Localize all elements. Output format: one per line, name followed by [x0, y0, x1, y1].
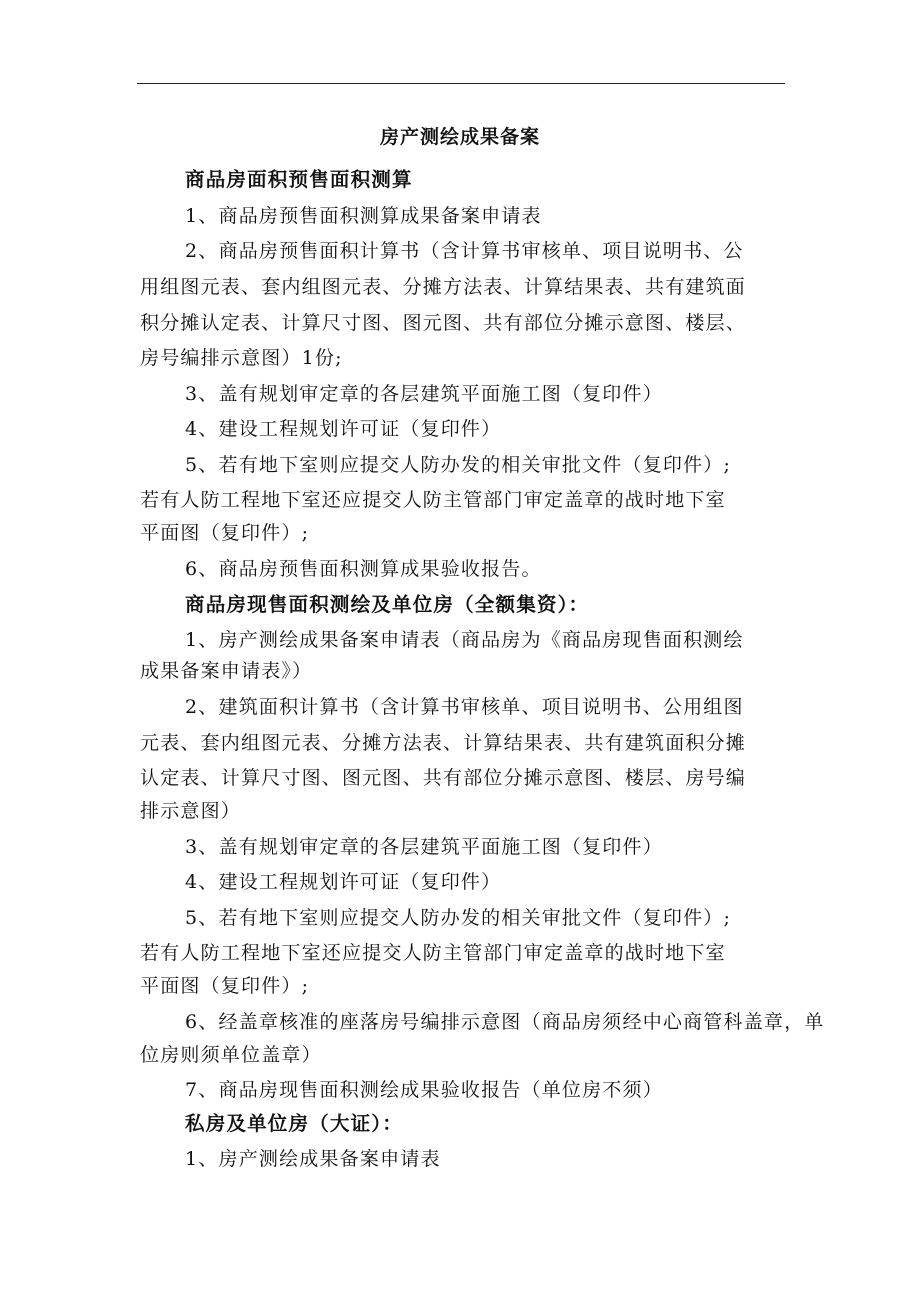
current-item-7: 7、商品房现售面积测绘成果验收报告（单位房不须） — [185, 1079, 663, 1101]
current-item-1-cont: 成果备案申请表》） — [140, 660, 313, 682]
presale-item-2-cont: 房号编排示意图）1份; — [140, 347, 343, 369]
presale-item-5: 5、若有地下室则应提交人防办发的相关审批文件（复印件）; — [185, 454, 732, 476]
section-heading-presale: 商品房面积预售面积测算 — [185, 168, 413, 191]
presale-item-4: 4、建设工程规划许可证（复印件） — [185, 418, 502, 440]
presale-item-1: 1、商品房预售面积测算成果备案申请表 — [185, 205, 542, 227]
presale-item-2-cont: 积分摊认定表、计算尺寸图、图元图、共有部位分摊示意图、楼层、 — [140, 312, 747, 334]
presale-item-2-cont: 用组图元表、套内组图元表、分摊方法表、计算结果表、共有建筑面 — [140, 276, 747, 298]
current-item-2: 2、建筑面积计算书（含计算书审核单、项目说明书、公用组图 — [185, 696, 744, 718]
current-item-2-cont: 认定表、计算尺寸图、图元图、共有部位分摊示意图、楼层、房号编 — [140, 767, 747, 789]
presale-item-2: 2、商品房预售面积计算书（含计算书审核单、项目说明书、公 — [185, 240, 744, 262]
top-divider-line — [137, 83, 785, 84]
presale-item-6: 6、商品房预售面积测算成果验收报告。 — [185, 558, 542, 580]
presale-item-5-cont: 平面图（复印件）; — [140, 522, 310, 544]
current-item-6: 6、经盖章核准的座落房号编排示意图（商品房须经中心商管科盖章，单 — [185, 1011, 825, 1033]
document-title: 房产测绘成果备案 — [379, 126, 540, 148]
current-item-2-cont: 排示意图） — [140, 800, 242, 822]
current-item-2-cont: 元表、套内组图元表、分摊方法表、计算结果表、共有建筑面积分摊 — [140, 732, 747, 754]
private-item-1: 1、房产测绘成果备案申请表 — [185, 1148, 441, 1170]
section-heading-current-sale: 商品房现售面积测绘及单位房（全额集资）： — [185, 593, 590, 616]
current-item-6-cont: 位房则须单位盖章） — [140, 1044, 322, 1066]
current-item-5: 5、若有地下室则应提交人防办发的相关审批文件（复印件）; — [185, 907, 732, 929]
section-heading-private: 私房及单位房（大证）： — [185, 1112, 403, 1135]
current-item-1: 1、房产测绘成果备案申请表（商品房为《商品房现售面积测绘 — [185, 629, 744, 651]
current-item-5-cont: 若有人防工程地下室还应提交人防主管部门审定盖章的战时地下室 — [140, 942, 726, 964]
presale-item-3: 3、盖有规划审定章的各层建筑平面施工图（复印件） — [185, 383, 663, 405]
current-item-5-cont: 平面图（复印件）; — [140, 975, 310, 997]
current-item-3: 3、盖有规划审定章的各层建筑平面施工图（复印件） — [185, 836, 663, 858]
current-item-4: 4、建设工程规划许可证（复印件） — [185, 871, 502, 893]
presale-item-5-cont: 若有人防工程地下室还应提交人防主管部门审定盖章的战时地下室 — [140, 489, 726, 511]
